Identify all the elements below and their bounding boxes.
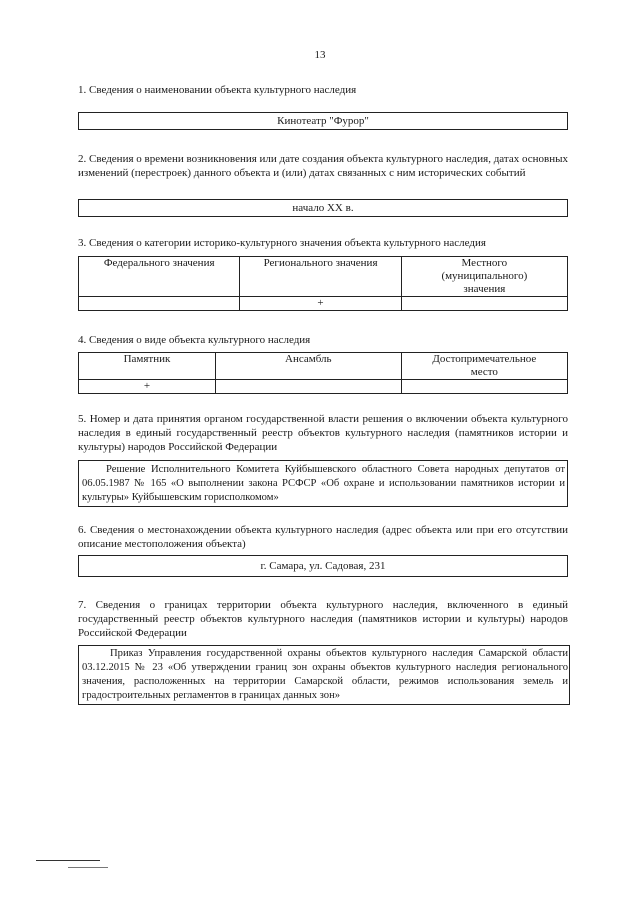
page-number: 13 <box>314 49 326 61</box>
category-value-local <box>401 297 567 311</box>
type-header-row <box>79 353 568 380</box>
section-2-heading: 2. Сведения о времени возникновения или дате создания объекта культурного наследия, датах основных изменений (перестроек) данного объекта и (или) датах связанных с ним исторических событий <box>78 153 568 179</box>
category-col-regional: Регионального значения <box>240 257 401 297</box>
address-box <box>78 555 568 577</box>
section-4-heading: 4. Сведения о виде объекта культурного наследия <box>78 334 311 346</box>
section-5-heading: 5. Номер и дата принятия органом государственной власти решения о включении объекта культурного наследия в единый государственный реестр объектов культурного наследия (памятников истории и культуры) народов Российской Федерации <box>78 413 568 453</box>
type-col-monument: Памятник <box>79 353 216 380</box>
boundaries-value: Приказ Управления государственной охраны объектов культурного наследия Самарской области 03.12.2015 № 23 «Об утверждении границ зон охраны объектов культурного наследия регионального значения, расположенных на территории Самарской области, режимов использования земель и градостроительных регламентов в границах данных зон» <box>82 648 568 701</box>
section-1-heading: 1. Сведения о наименовании объекта культурного наследия <box>78 84 357 96</box>
section-3-heading: 3. Сведения о категории историко-культурного значения объекта культурного наследия <box>78 237 486 249</box>
category-value-row <box>79 297 568 311</box>
section-7-heading: 7. Сведения о границах территории объекта культурного наследия, включенного в единый государственный реестр объектов культурного наследия (памятников истории и культуры) народов Российской Федерации <box>78 599 568 639</box>
creation-date-box <box>78 199 568 217</box>
type-value-ensemble <box>215 380 401 394</box>
type-value-landmark <box>401 380 567 394</box>
category-col-local: Местного (муниципального) значения <box>401 257 567 297</box>
object-name-value: Кинотеатр "Фурор" <box>277 115 369 127</box>
category-value-federal <box>79 297 240 311</box>
type-value-monument: + <box>79 380 216 394</box>
type-col-landmark: Достопримечательное место <box>401 353 567 380</box>
type-table <box>78 352 568 394</box>
address-value: г. Самара, ул. Садовая, 231 <box>260 560 386 572</box>
type-value-row <box>79 380 568 394</box>
section-6-heading: 6. Сведения о местонахождении объекта культурного наследия (адрес объекта или при его отсутствии описание местоположения объекта) <box>78 524 568 550</box>
object-name-box <box>78 112 568 130</box>
decision-value: Решение Исполнительного Комитета Куйбышевского областного Совета народных депутатов от 06.05.1987 № 165 «О выполнении закона РСФСР «Об охране и использовании памятников истории и культуры» Куйбышевским горисполкомом» <box>82 464 565 503</box>
scan-mark <box>36 860 100 861</box>
category-col-federal: Федерального значения <box>79 257 240 297</box>
category-header-row <box>79 257 568 297</box>
category-value-regional: + <box>240 297 401 311</box>
scan-mark <box>68 867 108 868</box>
creation-date-value: начало XX в. <box>292 202 354 214</box>
type-col-ensemble: Ансамбль <box>215 353 401 380</box>
category-table <box>78 256 568 311</box>
